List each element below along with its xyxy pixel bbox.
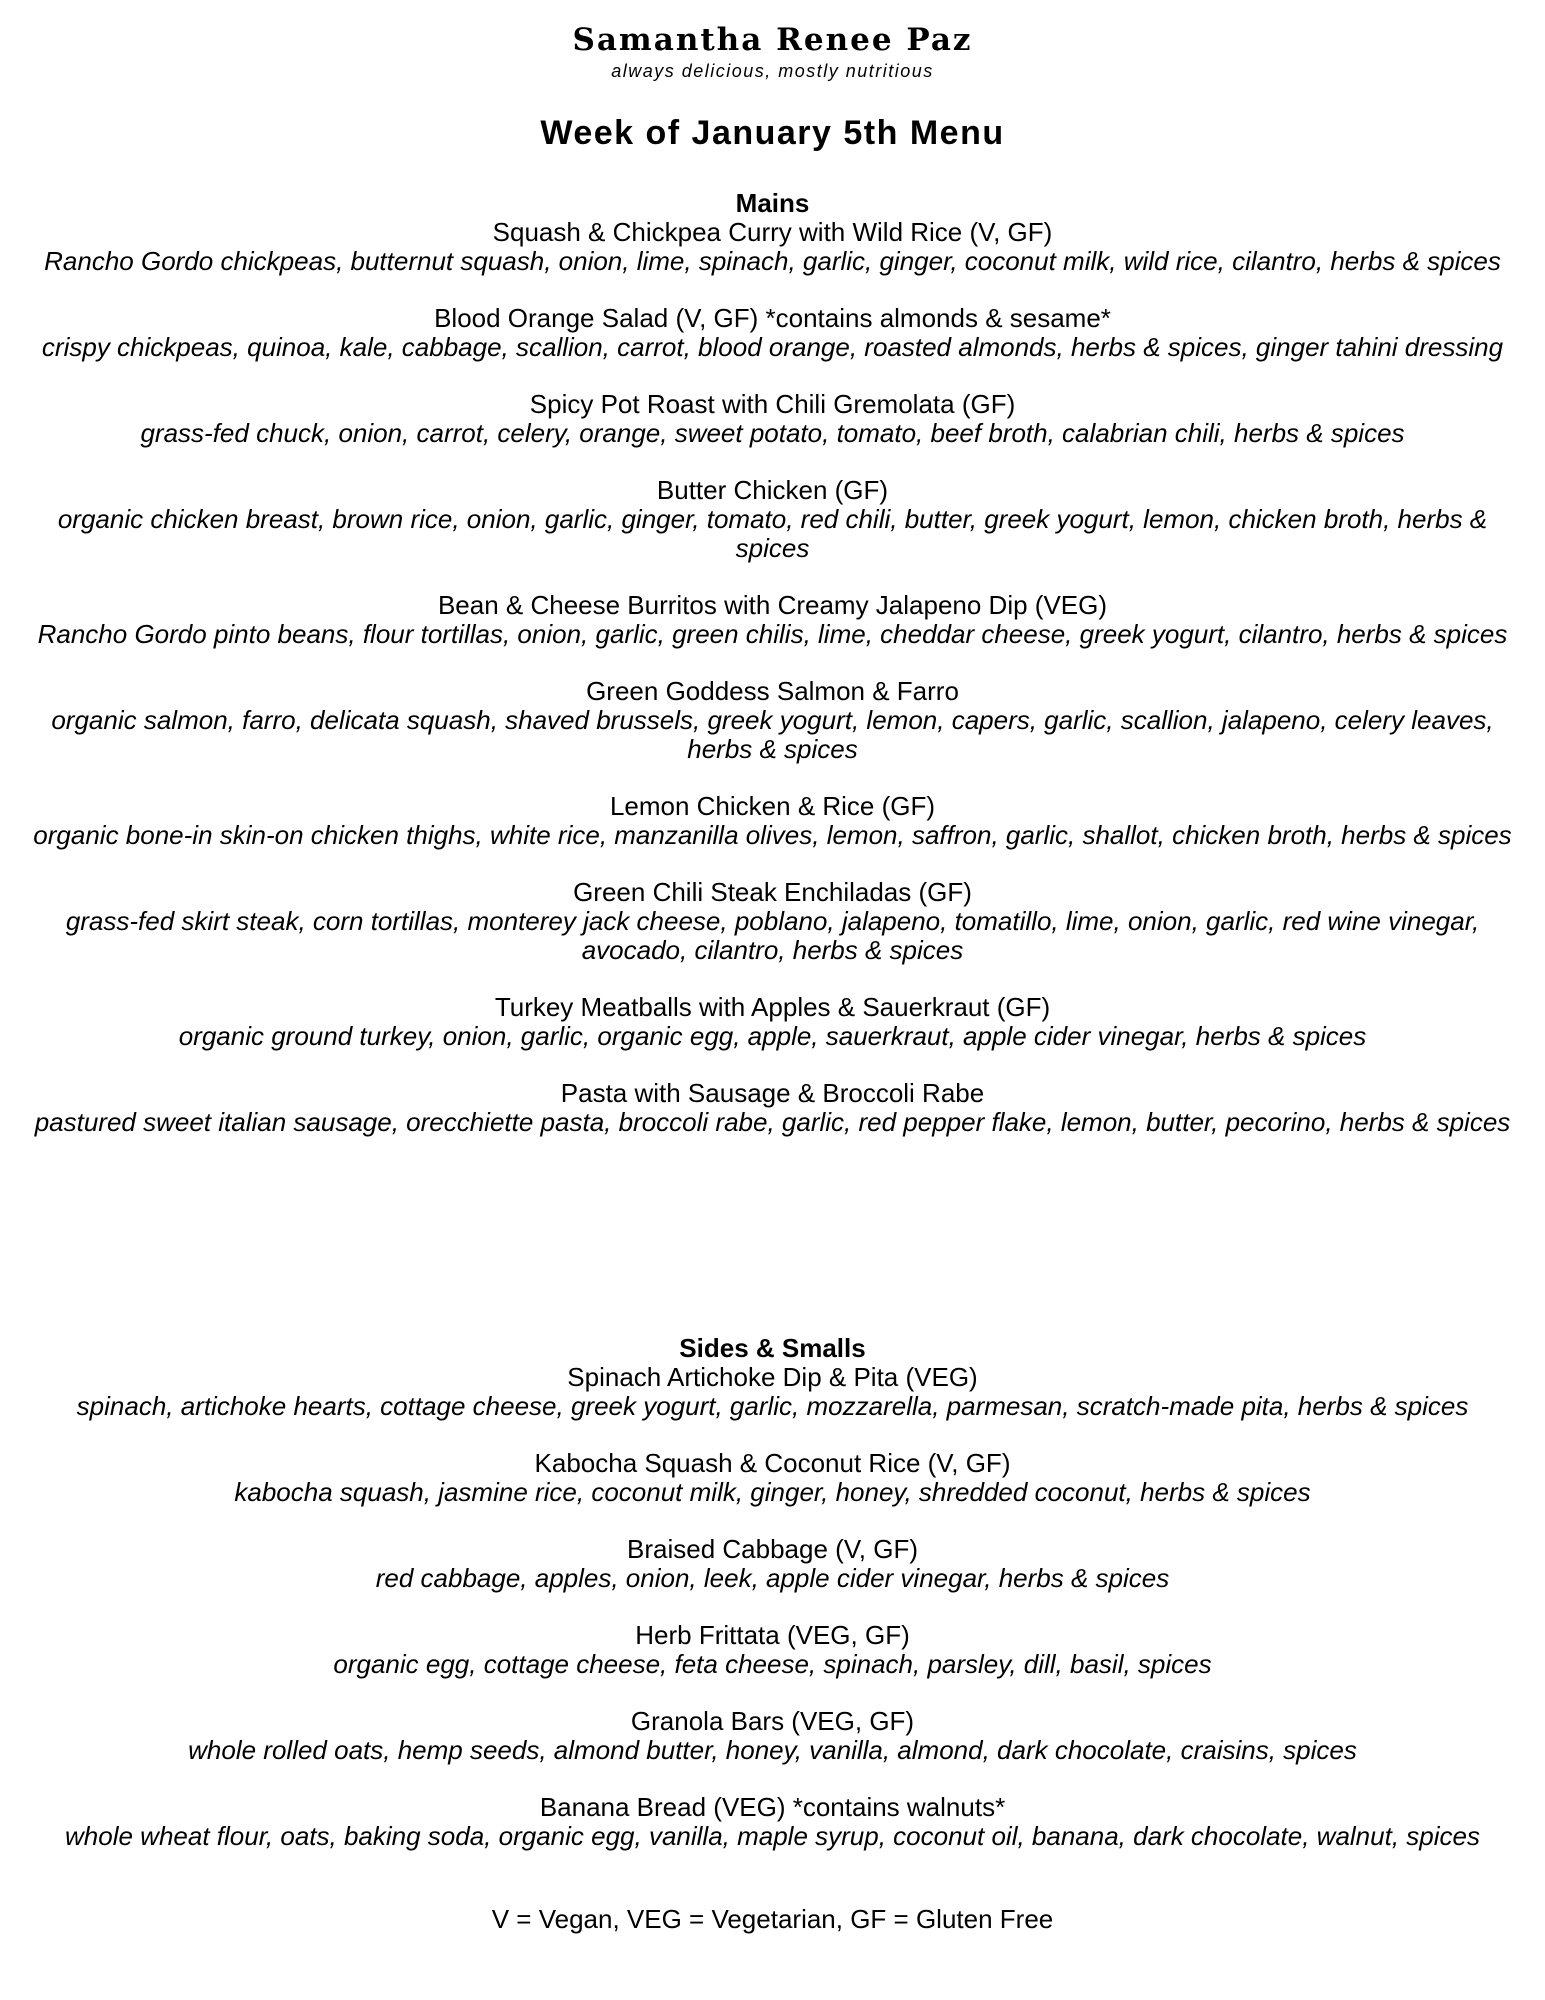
menu-item-ingredients: crispy chickpeas, quinoa, kale, cabbage, scallion, carrot, blood orange, roasted almonds, herbs & spices, ginger tahini dressing [41, 332, 1504, 362]
menu-item-ingredients: organic salmon, farro, delicata squash, shaved brussels, greek yogurt, lemon, capers, garlic, scallion, jalapeno, celery leaves, herbs & spices [51, 705, 1494, 764]
menu-item [20, 1535, 1525, 1593]
menu-item-name: Kabocha Squash & Coconut Rice (V, GF) [534, 1448, 1011, 1478]
menu-item [20, 792, 1525, 850]
menu-item-ingredients: grass-fed chuck, onion, carrot, celery, orange, sweet potato, tomato, beef broth, calabrian chili, herbs & spices [140, 418, 1405, 448]
menu-item-name: Turkey Meatballs with Apples & Sauerkraut (GF) [494, 992, 1051, 1022]
menu-item [20, 476, 1525, 563]
menu-item [20, 993, 1525, 1051]
menu-item-ingredients: Rancho Gordo pinto beans, flour tortillas, onion, garlic, green chilis, lime, cheddar cheese, greek yogurt, cilantro, herbs & spices [37, 619, 1508, 649]
sides-heading: Sides & Smalls [679, 1333, 866, 1363]
menu-item-name: Butter Chicken (GF) [656, 475, 889, 505]
menu-item-ingredients: spinach, artichoke hearts, cottage cheese, greek yogurt, garlic, mozzarella, parmesan, scratch-made pita, herbs & spices [76, 1391, 1469, 1421]
menu-item-ingredients: organic ground turkey, onion, garlic, organic egg, apple, sauerkraut, apple cider vinegar, herbs & spices [178, 1021, 1367, 1051]
menu-item [20, 1079, 1525, 1137]
menu-item [20, 1449, 1525, 1507]
menu-item-ingredients: kabocha squash, jasmine rice, coconut milk, ginger, honey, shredded coconut, herbs & spices [234, 1477, 1311, 1507]
menu-item-name: Lemon Chicken & Rice (GF) [609, 791, 936, 821]
sides-section [20, 1334, 1525, 1879]
menu-item-name: Green Goddess Salmon & Farro [586, 676, 959, 706]
menu-item [20, 218, 1525, 276]
menu-item [20, 1621, 1525, 1679]
menu-item-name: Green Chili Steak Enchiladas (GF) [573, 877, 972, 907]
menu-item-ingredients: whole wheat flour, oats, baking soda, organic egg, vanilla, maple syrup, coconut oil, banana, dark chocolate, walnut, spices [65, 1821, 1480, 1851]
tagline: always delicious, mostly nutritious [611, 61, 934, 81]
menu-item-name: Squash & Chickpea Curry with Wild Rice (V, GF) [492, 217, 1053, 247]
menu-item-name: Spinach Artichoke Dip & Pita (VEG) [567, 1362, 978, 1392]
menu-item-ingredients: red cabbage, apples, onion, leek, apple cider vinegar, herbs & spices [375, 1563, 1170, 1593]
menu-item-name: Spicy Pot Roast with Chili Gremolata (GF) [529, 389, 1016, 419]
menu-item [20, 304, 1525, 362]
menu-item-ingredients: grass-fed skirt steak, corn tortillas, monterey jack cheese, poblano, jalapeno, tomatillo, lime, onion, garlic, red wine vinegar, avocado, cilantro, herbs & spices [65, 906, 1480, 965]
menu-item [20, 1793, 1525, 1851]
mains-section [20, 189, 1525, 1165]
menu-item-name: Pasta with Sausage & Broccoli Rabe [560, 1078, 985, 1108]
menu-item-name: Bean & Cheese Burritos with Creamy Jalapeno Dip (VEG) [437, 590, 1108, 620]
menu-item [20, 677, 1525, 764]
menu-item-ingredients: organic chicken breast, brown rice, onion, garlic, ginger, tomato, red chili, butter, greek yogurt, lemon, chicken broth, herbs & spices [57, 504, 1488, 563]
menu-item-ingredients: Rancho Gordo chickpeas, butternut squash, onion, lime, spinach, garlic, ginger, coconut milk, wild rice, cilantro, herbs & spices [44, 246, 1501, 276]
menu-item-name: Braised Cabbage (V, GF) [627, 1534, 918, 1564]
diet-legend: V = Vegan, VEG = Vegetarian, GF = Gluten Free [491, 1904, 1054, 1934]
menu-item-name: Blood Orange Salad (V, GF) *contains almonds & sesame* [434, 303, 1111, 333]
menu-item-name: Granola Bars (VEG, GF) [630, 1706, 915, 1736]
menu-item-ingredients: organic egg, cottage cheese, feta cheese, spinach, parsley, dill, basil, spices [333, 1649, 1212, 1679]
menu-item-name: Herb Frittata (VEG, GF) [635, 1620, 910, 1650]
menu-item-ingredients: pastured sweet italian sausage, orecchiette pasta, broccoli rabe, garlic, red pepper flake, lemon, butter, pecorino, herbs & spices [34, 1107, 1511, 1137]
menu-item [20, 1707, 1525, 1765]
menu-item [20, 591, 1525, 649]
menu-item [20, 390, 1525, 448]
menu-item [20, 1363, 1525, 1421]
menu-item-ingredients: organic bone-in skin-on chicken thighs, white rice, manzanilla olives, lemon, saffron, garlic, shallot, chicken broth, herbs & spices [33, 820, 1512, 850]
menu-item-name: Banana Bread (VEG) *contains walnuts* [539, 1792, 1006, 1822]
mains-heading: Mains [735, 188, 810, 218]
menu-item [20, 878, 1525, 965]
menu-title: Week of January 5th Menu [540, 114, 1005, 152]
menu-item-ingredients: whole rolled oats, hemp seeds, almond butter, honey, vanilla, almond, dark chocolate, craisins, spices [188, 1735, 1357, 1765]
brand-name: Samantha Renee Paz [572, 22, 973, 58]
